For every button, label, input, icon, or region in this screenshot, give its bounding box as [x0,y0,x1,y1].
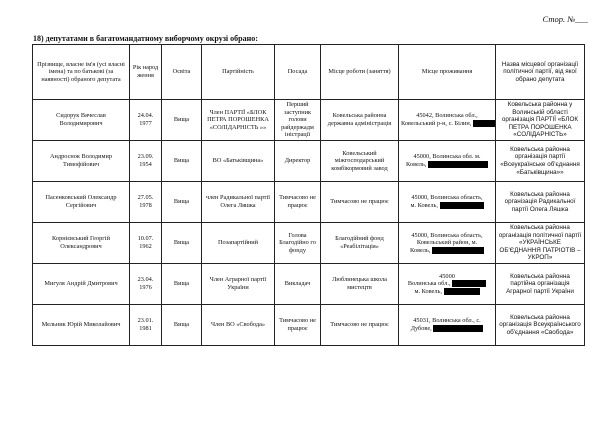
party-organization: Ковельська районна партійна організація Аграрної партії України [496,264,585,305]
residence-line: Ковельський р-н, с. Білин, [401,120,493,128]
residence [399,264,496,305]
residence-line: 45000, Волинська обл. м. [413,153,481,161]
position: Тимчасово не працює [275,182,321,223]
column-header-education: Освіта [162,45,202,100]
residence [399,100,496,141]
education: Вища [162,141,202,182]
deputy-name: Мигуля Андрій Дмитрович [33,264,130,305]
residence [399,223,496,264]
party-organization: Ковельська районна організація політичної партії «УКРАЇНСЬКЕ ОБ'ЄДНАННЯ ПАТРІОТІВ – УКРОП» [496,223,585,264]
column-header-position: Посада [275,45,321,100]
position: Перший заступник голови райдержадм іністрації [275,100,321,141]
residence-line: м. Ковель, [401,288,493,296]
party-membership: Член ПАРТІЇ «БЛОК ПЕТРА ПОРОШЕНКА «СОЛІДАРНІСТЬ »» [202,100,275,141]
residence-line: 45000 [439,272,455,280]
party-organization: Ковельська районна організація партії «Всеукраїнське об'єднання «Батьківщина»» [496,141,585,182]
residence-line: Ковель, [401,161,493,169]
residence-line: м. Ковель, [401,202,493,210]
residence [399,182,496,223]
position: Викладач [275,264,321,305]
table-header-row [33,45,585,100]
party-organization: Ковельська районна організація Радикальної партії Олега Ляшка [496,182,585,223]
party-membership: Позапартійний [202,223,275,264]
table-row [33,264,585,305]
deputy-name: Андроснок Володимир Тимофійович [33,141,130,182]
education: Вища [162,100,202,141]
column-header-name: Прізвище, власне ім'я (усі власні імена) та по батькові (за наявності) обраного депутата [33,45,130,100]
table-row [33,305,585,346]
column-header-party-organization: Назва місцевої організації політичної партії, від якої обрано депутата [496,45,585,100]
workplace: Ковельський міжгосподарський комбікормовий завод [321,141,399,182]
workplace: Люблинецька школа мистецтв [321,264,399,305]
column-header-birth-year: Рік народ ження [130,45,162,100]
position: Тимчасово не працює [275,305,321,346]
workplace: Благодійний фонд «Реабілітація» [321,223,399,264]
education: Вища [162,182,202,223]
redaction-bar [440,202,484,209]
redaction-bar [444,288,480,295]
redaction-bar [473,120,496,127]
residence-line: 45000, Волинська область, [411,194,483,202]
deputy-name: Мельник Юрій Миколайович [33,305,130,346]
party-organization: Ковельська районна у Волинській області організація ПАРТІЇ «БЛОК ПЕТРА ПОРОШЕНКА «СОЛІДАРНІСТЬ» [496,100,585,141]
position: Директор [275,141,321,182]
deputy-name: Пасенковський Олександр Сергійович [33,182,130,223]
workplace: Тимчасово не працює [321,305,399,346]
position: Голова Благодійно го фонду [275,223,321,264]
residence-line: Ковель, [401,247,493,255]
party-membership: Член ВО «Свобода» [202,305,275,346]
birth-date: 23.01. 1981 [130,305,162,346]
education: Вища [162,305,202,346]
residence-line: 45042, Волинська обл., [416,112,478,120]
birth-date: 10.07. 1962 [130,223,162,264]
birth-date: 24.04. 1977 [130,100,162,141]
residence [399,141,496,182]
column-header-workplace: Місце роботи (заняття) [321,45,399,100]
party-membership: ВО «Батьківщина» [202,141,275,182]
residence [399,305,496,346]
redaction-bar [452,280,486,287]
education: Вища [162,223,202,264]
table-row [33,141,585,182]
residence-line: 45031, Волинська обл., с. [413,317,481,325]
deputy-name: Сидорук Вячеслав Володимирович [33,100,130,141]
column-header-residence: Місце проживання [399,45,496,100]
column-header-party-membership: Партійність [202,45,275,100]
residence-line: 45000, Волинська область, [411,231,483,239]
redaction-bar [433,325,483,332]
birth-date: 23.04. 1976 [130,264,162,305]
page-number: Стор. №___ [542,14,588,24]
residence-line: Дубове, [401,325,493,333]
workplace: Ковельська районна державна адміністрація [321,100,399,141]
elected-deputies-table [32,44,585,346]
table-body [33,100,585,346]
redaction-bar [432,247,484,254]
table-row [33,182,585,223]
table-row [33,100,585,141]
workplace: Тимчасово не працює [321,182,399,223]
party-membership: Член Аграрної партії України [202,264,275,305]
education: Вища [162,264,202,305]
party-membership: член Радикальної партії Олега Ляшка [202,182,275,223]
birth-date: 23.09. 1954 [130,141,162,182]
deputy-name: Корнієвський Георгій Олександрович [33,223,130,264]
redaction-bar [428,161,488,168]
section-title: 18) депутатами в багатомандатному виборчому окрузі обрано: [33,34,258,43]
party-organization: Ковельська районна організація Всеукраїнського об'єднання «Свобода» [496,305,585,346]
residence-line: Волинська обл., [401,280,493,288]
residence-line: Ковельський район, м. [416,239,478,247]
birth-date: 27.05. 1978 [130,182,162,223]
table-row [33,223,585,264]
